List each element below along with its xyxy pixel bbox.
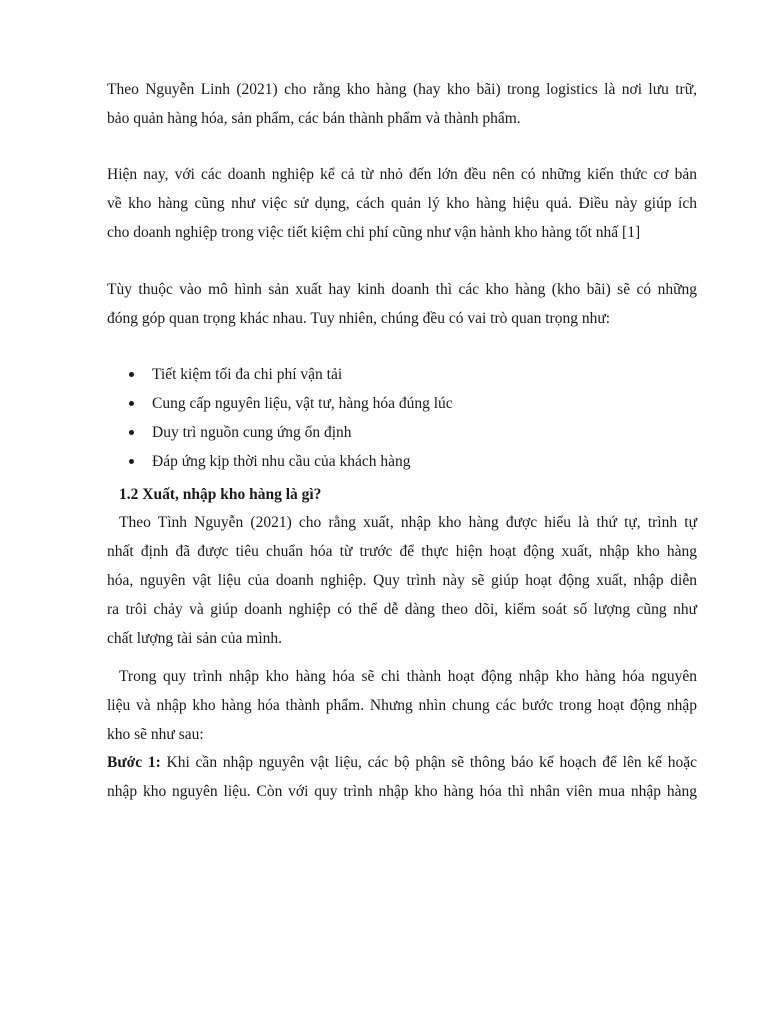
bullet-icon [129, 372, 134, 377]
bullet-icon [129, 459, 134, 464]
section-heading: 1.2 Xuất, nhập kho hàng là gì? [119, 486, 322, 503]
roles-bullet-list [107, 360, 697, 476]
paragraph-warehouse-importance [107, 160, 697, 247]
list-item-text: Cung cấp nguyên liệu, vật tư, hàng hóa đúng lúc [152, 395, 453, 412]
list-item [107, 389, 697, 418]
paragraph-line: Theo Nguyễn Linh (2021) cho rằng kho hàng (hay kho bãi) trong logistics là nơi lưu trữ, [107, 81, 697, 98]
bullet-icon [129, 401, 134, 406]
paragraph-line: Tùy thuộc vào mô hình sản xuất hay kinh doanh thì các kho hàng (kho bãi) sẽ có những [107, 281, 697, 298]
paragraph-line: Trong quy trình nhập kho hàng hóa sẽ chi thành hoạt động nhập kho hàng hóa nguyên [119, 668, 697, 685]
step-label: Bước 1: [107, 754, 161, 771]
paragraph-step-1 [107, 748, 697, 806]
step-text: Khi cần nhập nguyên vật liệu, các bộ phận sẽ thông báo kế hoạch để lên kế hoặc [166, 754, 697, 771]
paragraph-line: đóng góp quan trọng khác nhau. Tuy nhiên, chúng đều có vai trò quan trọng như: [107, 310, 611, 327]
list-item [107, 418, 697, 447]
paragraph-warehouse-definition [107, 75, 697, 133]
paragraph-line: kho sẽ như sau: [107, 726, 204, 743]
paragraph-line: ra trôi chảy và giúp doanh nghiệp có thể dễ dàng theo dõi, kiểm soát số lượng cũng như [107, 601, 697, 618]
paragraph-line: nhất định đã được tiêu chuẩn hóa từ trước để thực hiện hoạt động xuất, nhập kho hàng [107, 543, 697, 560]
paragraph-line: cho doanh nghiệp trong việc tiết kiệm chi phí cũng như vận hành kho hàng tốt nhấ [1] [107, 224, 641, 241]
list-item-text: Duy trì nguồn cung ứng ổn định [152, 424, 352, 441]
paragraph-line [107, 748, 697, 777]
paragraph-warehouse-roles [107, 275, 697, 333]
list-item-text: Tiết kiệm tối đa chi phí vận tải [152, 366, 343, 383]
paragraph-import-export-definition [107, 508, 697, 653]
paragraph-line: nhập kho nguyên liệu. Còn với quy trình nhập kho hàng hóa thì nhân viên mua nhập hàng [107, 783, 697, 800]
paragraph-line: chất lượng tài sản của mình. [107, 630, 282, 647]
paragraph-import-process [107, 662, 697, 749]
bullet-icon [129, 430, 134, 435]
paragraph-line: Theo Tình Nguyễn (2021) cho rằng xuất, nhập kho hàng được hiểu là thứ tự, trình tự [119, 514, 697, 531]
list-item [107, 447, 697, 476]
paragraph-line: liệu và nhập kho hàng hóa thành phẩm. Nhưng nhìn chung các bước trong hoạt động nhập [107, 697, 697, 714]
paragraph-line: về kho hàng cũng như việc sử dụng, cách quản lý kho hàng hiệu quả. Điều này giúp ích [107, 195, 697, 212]
paragraph-line: Hiện nay, với các doanh nghiệp kể cả từ nhỏ đến lớn đều nên có những kiến thức cơ bản [107, 166, 697, 183]
paragraph-line: hóa, nguyên vật liệu của doanh nghiệp. Quy trình này sẽ giúp hoạt động xuất, nhập diễn [107, 572, 697, 589]
list-item-text: Đáp ứng kịp thời nhu cầu của khách hàng [152, 453, 411, 470]
paragraph-line: bảo quản hàng hóa, sản phẩm, các bán thành phẩm và thành phẩm. [107, 110, 521, 127]
list-item [107, 360, 697, 389]
